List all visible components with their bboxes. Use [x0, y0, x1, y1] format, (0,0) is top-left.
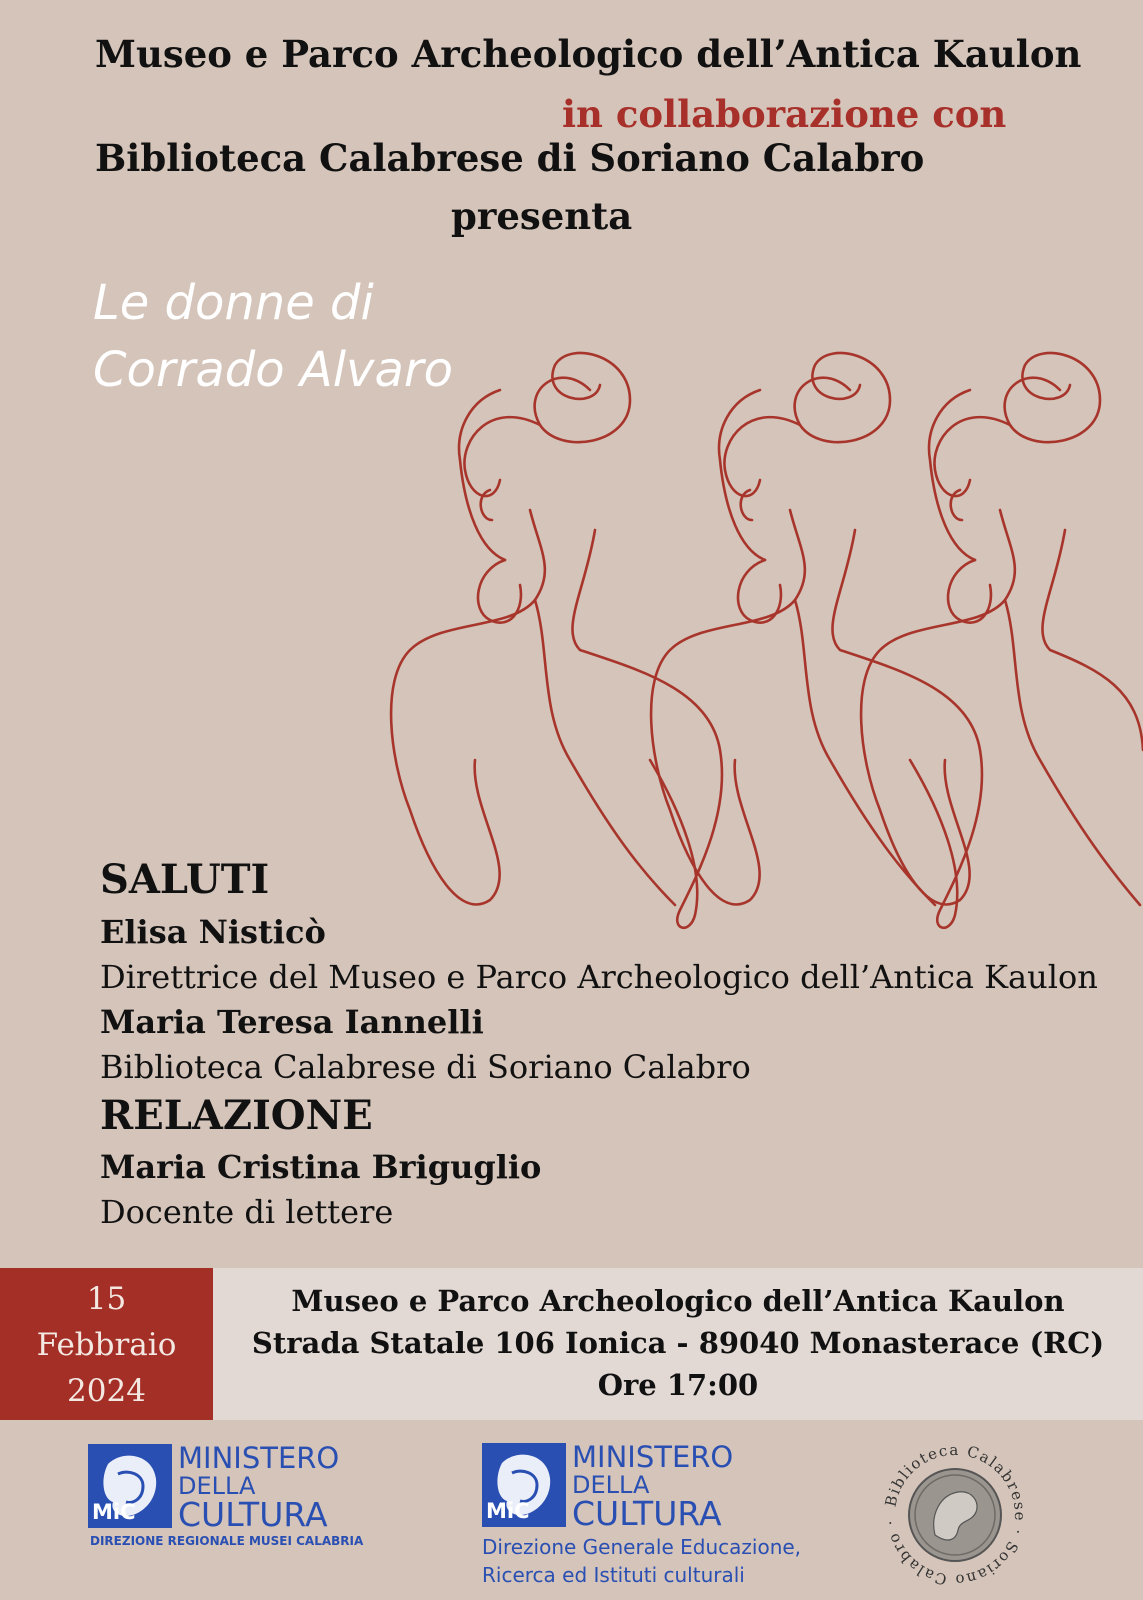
relazione-heading: RELAZIONE — [100, 1092, 373, 1139]
woman-figure-3 — [861, 353, 1143, 905]
event-title-line2: Corrado Alvaro — [93, 342, 453, 399]
venue-box — [213, 1268, 1143, 1420]
mic-line1: MINISTERO — [178, 1441, 340, 1475]
mic-line2: DELLA — [178, 1472, 256, 1500]
mic-line3: CULTURA — [178, 1495, 328, 1534]
mic-line2: DELLA — [572, 1471, 650, 1499]
speaker1-role: Direttrice del Museo e Parco Archeologico dell’Antica Kaulon — [100, 958, 1098, 996]
presents-label: presenta — [451, 194, 633, 238]
date-year: 2024 — [67, 1373, 146, 1409]
speaker2-role: Biblioteca Calabrese di Soriano Calabro — [100, 1048, 751, 1086]
mic-general-logo — [482, 1440, 812, 1593]
woman-figure-2 — [651, 353, 982, 928]
speaker2-name: Maria Teresa Iannelli — [100, 1003, 484, 1041]
mic-regional-subtitle: DIREZIONE REGIONALE MUSEI CALABRIA — [90, 1534, 364, 1548]
woman-figure-1 — [391, 353, 722, 928]
mic-line3: CULTURA — [572, 1494, 722, 1533]
mic-general-subtitle2: Ricerca ed Istituti culturali — [482, 1563, 745, 1587]
collaboration-label: in collaborazione con — [562, 92, 1007, 136]
speaker3-role: Docente di lettere — [100, 1193, 394, 1231]
partner-title: Biblioteca Calabrese di Soriano Calabro — [95, 136, 925, 180]
venue-name: Museo e Parco Archeologico dell’Antica Kaulon — [291, 1284, 1065, 1318]
speaker3-name: Maria Cristina Briguglio — [100, 1148, 542, 1186]
date-month: Febbraio — [36, 1327, 177, 1363]
mic-abbr: MiC — [92, 1500, 136, 1524]
mic-abbr: MiC — [486, 1499, 530, 1523]
speaker1-name: Elisa Nisticò — [100, 913, 326, 951]
mic-line1: MINISTERO — [572, 1440, 734, 1474]
biblioteca-seal-logo — [880, 1440, 1030, 1590]
venue-time: Ore 17:00 — [597, 1368, 759, 1402]
mic-regional-logo — [88, 1441, 364, 1554]
date-day: 15 — [86, 1281, 127, 1317]
venue-address: Strada Statale 106 Ionica - 89040 Monasterace (RC) — [251, 1326, 1105, 1360]
seal-text: Biblioteca Calabrese · Soriano Calabro · — [881, 1440, 1030, 1590]
date-box — [0, 1268, 213, 1420]
saluti-heading: SALUTI — [100, 856, 270, 903]
women-line-art — [380, 330, 1143, 950]
event-title-line1: Le donne di — [93, 275, 374, 331]
mic-general-subtitle1: Direzione Generale Educazione, — [482, 1535, 802, 1559]
organizer-title: Museo e Parco Archeologico dell’Antica Kaulon — [95, 32, 1082, 76]
